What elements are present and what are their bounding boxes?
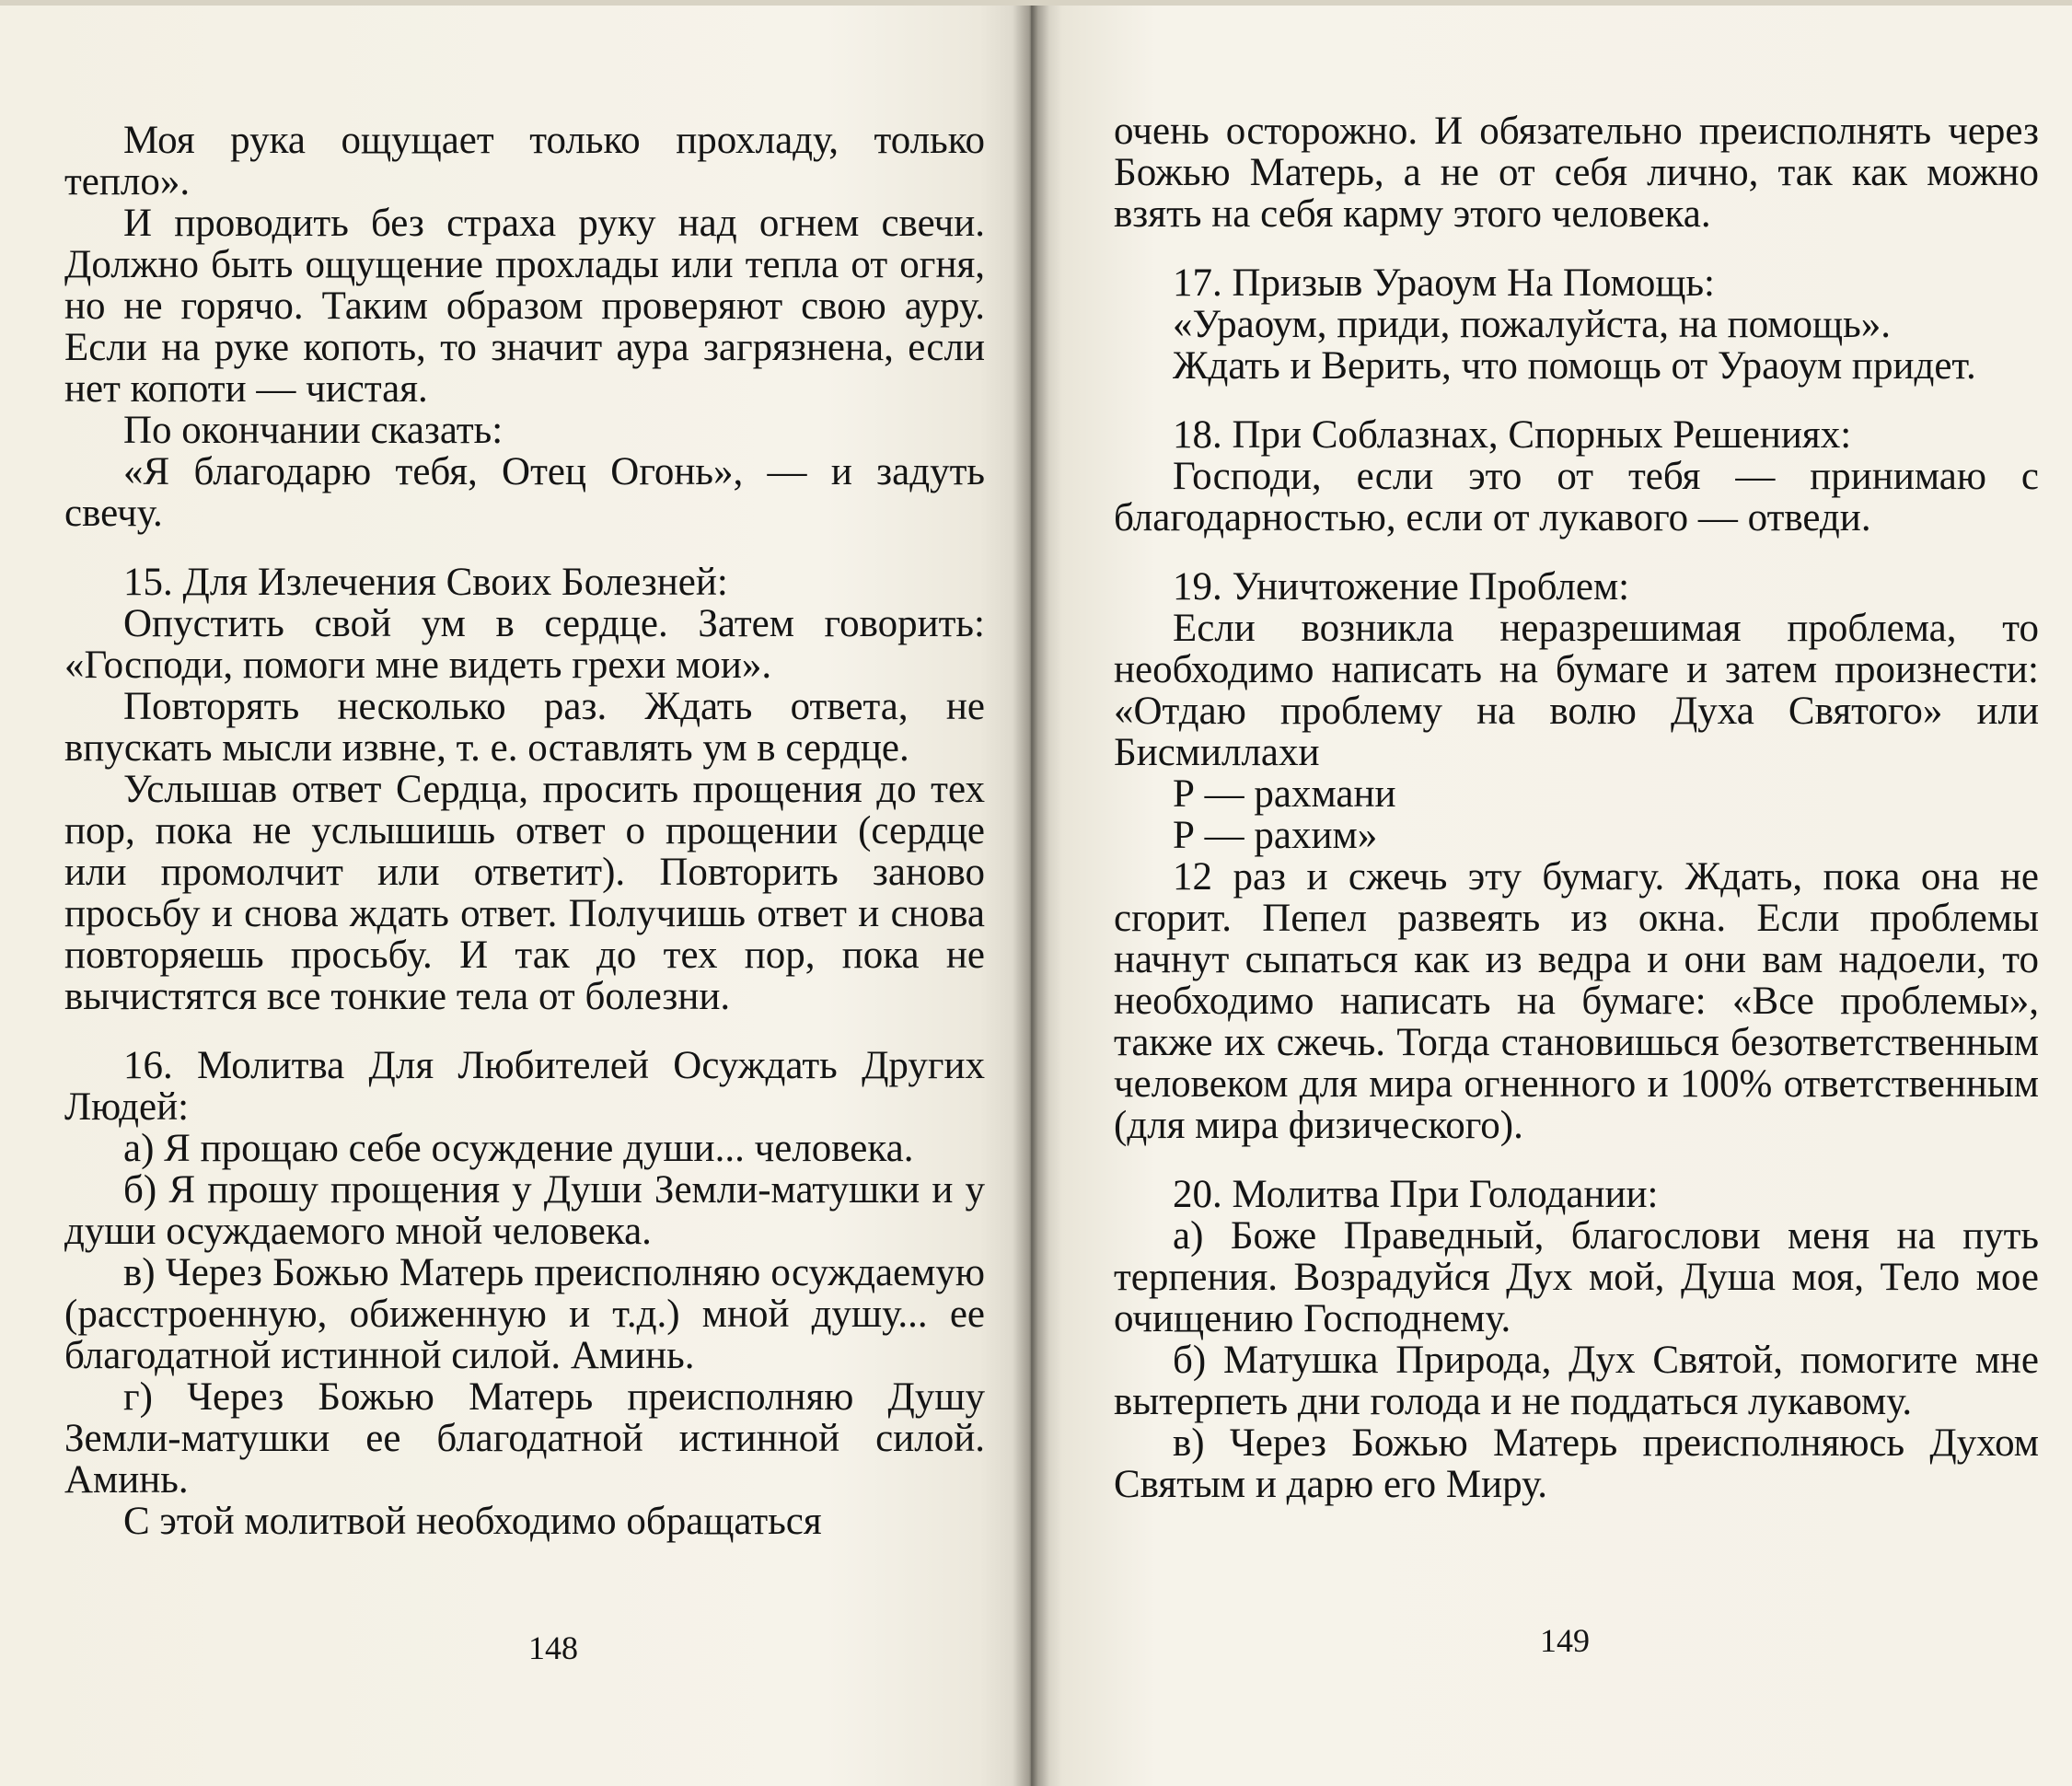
section-heading: 20. Молитва При Голодании: <box>1173 1173 1659 1216</box>
paragraph: И проводить без страха руку над огнем свечи. Должно быть ощущение прохлады или тепла от огня, но не горячо. Таким образом проверяют свою ауру. Если на руке копоть, то значит аура загрязнена, если нет копоти — чистая. <box>64 202 985 411</box>
section-heading: 16. Молитва Для Любителей Осуждать Других Людей: <box>64 1044 985 1129</box>
prayer-text: «Ураоум, приди, пожалуйста, на помощь». <box>1173 303 1891 346</box>
paragraph: Повторять несколько раз. Ждать ответа, не впускать мысли извне, т. е. оставлять ум в сердце. <box>64 685 985 770</box>
paragraph: Господи, если это от тебя — принимаю с благодарностью, если от лукавого — отведи. <box>1114 455 2039 539</box>
paragraph: очень осторожно. И обязательно преисполнять через Божью Матерь, а не от себя лично, так как можно взять на себя карму этого человека. <box>1114 110 2039 236</box>
paragraph: Услышав ответ Сердца, просить прощения до тех пор, пока не услышишь ответ о прощении (сердце или промолчит или ответит). Повторить заново просьбу и снова ждать ответ. Получишь ответ и снова повторяешь просьбу. И так до тех пор, пока не вычистятся все тонкие тела от болезни. <box>64 768 985 1018</box>
prayer-line: Р — рахим» <box>1173 814 1378 857</box>
page-top-edge <box>0 0 2072 6</box>
list-item: б) Матушка Природа, Дух Святой, помогите мне вытерпеть дни голода и не поддаться лукавому. <box>1114 1339 2039 1423</box>
list-item: а) Боже Праведный, благослови меня на путь терпения. Возрадуйся Дух мой, Душа моя, Тело мое очищению Господнему. <box>1114 1214 2039 1340</box>
book-gutter <box>1013 0 1049 1786</box>
section-heading: 19. Уничтожение Проблем: <box>1173 565 1630 609</box>
section-heading: 18. При Соблазнах, Спорных Решениях: <box>1173 413 1852 457</box>
paragraph: Опустить свой ум в сердце. Затем говорить: «Господи, помоги мне видеть грехи мои». <box>64 602 985 687</box>
left-page-text <box>64 120 985 1542</box>
paragraph: По окончании сказать: <box>123 409 504 452</box>
paragraph: С этой молитвой необходимо обращаться <box>123 1500 822 1543</box>
section-heading: 17. Призыв Ураоум На Помощь: <box>1173 261 1716 305</box>
paragraph: 12 раз и сжечь эту бумагу. Ждать, пока она не сгорит. Пепел развеять из окна. Если проблемы начнут сыпаться как из ведра и они вам надоели, то необходимо написать на бумаге: «Все проблемы», также их сжечь. Тогда становишься безответственным человеком для мира огненного и 100% ответственным (для мира физического). <box>1114 855 2039 1147</box>
list-item: в) Через Божью Матерь преисполняюсь Духом Святым и дарю его Миру. <box>1114 1421 2039 1506</box>
list-item: г) Через Божью Матерь преисполняю Душу Земли-матушки ее благодатной истинной силой. Аминь. <box>64 1375 985 1502</box>
paragraph: «Я благодарю тебя, Отец Огонь», — и задуть свечу. <box>64 450 985 535</box>
list-item: а) Я прощаю себе осуждение души... человека. <box>123 1127 914 1170</box>
prayer-line: Р — рахмани <box>1173 772 1396 816</box>
paragraph: Ждать и Верить, что помощь от Ураоум придет. <box>1173 344 1976 388</box>
list-item: в) Через Божью Матерь преисполняю осуждаемую (расстроенную, обиженную и т.д.) мной душу... ее благодатной истинной силой. Аминь. <box>64 1251 985 1377</box>
list-item: б) Я прошу прощения у Души Земли-матушки и у души осуждаемого мной человека. <box>64 1168 985 1253</box>
paragraph: Если возникла неразрешимая проблема, то необходимо написать на бумаге и затем произнести: «Отдаю проблему на волю Духа Святого» или Бисмиллахи <box>1114 607 2039 774</box>
page-number-right: 149 <box>1540 1622 1590 1659</box>
section-heading: 15. Для Излечения Своих Болезней: <box>123 561 728 604</box>
paragraph: Моя рука ощущает только прохладу, только тепло». <box>64 119 985 203</box>
right-page-text <box>1114 110 2039 1505</box>
page-number-left: 148 <box>528 1629 578 1666</box>
